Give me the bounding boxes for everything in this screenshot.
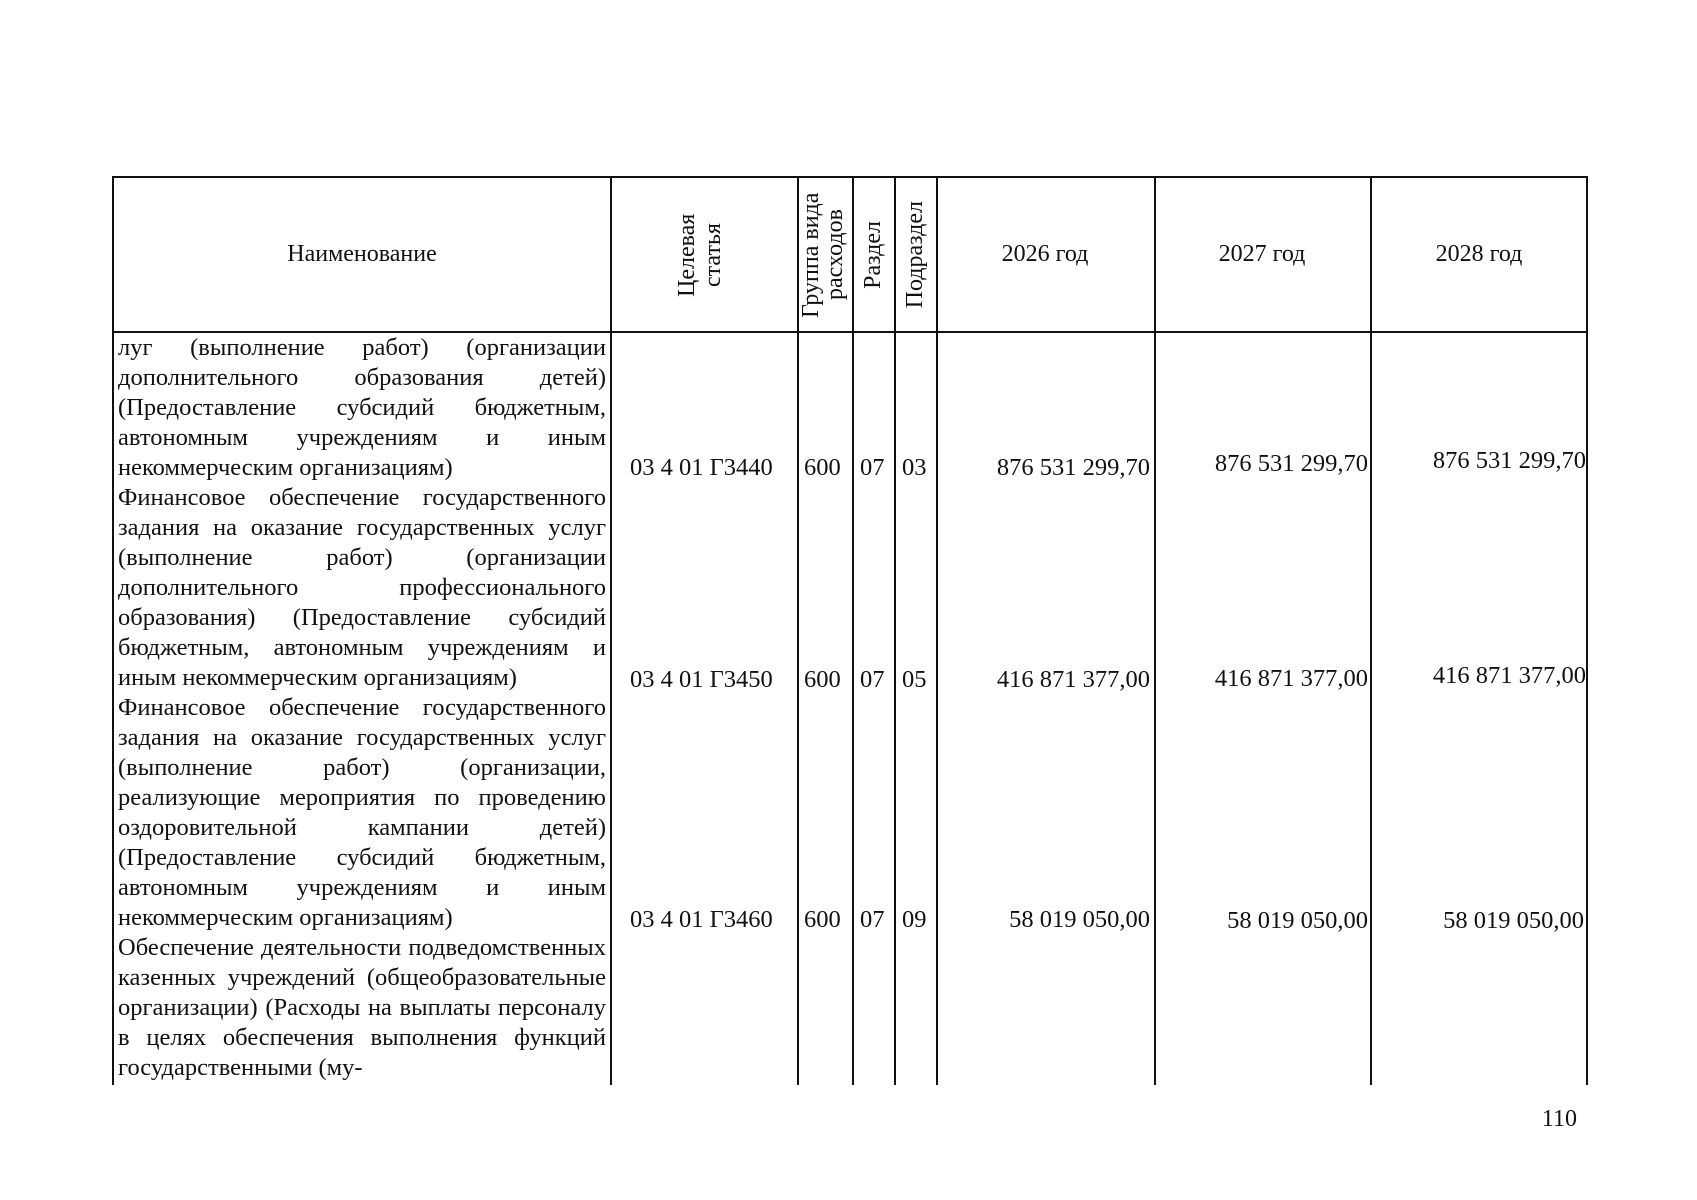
row-value-2028: 876 531 299,70 bbox=[1432, 447, 1586, 474]
row-target-code: 03 4 01 Г3440 bbox=[630, 454, 773, 481]
row-subsection-code: 03 bbox=[902, 454, 927, 481]
row-group-code: 600 bbox=[804, 666, 841, 693]
row-subsection-code: 05 bbox=[902, 666, 927, 693]
header-target-wrap bbox=[610, 178, 797, 331]
row-value-2027: 876 531 299,70 bbox=[1214, 450, 1368, 477]
row-group-code: 600 bbox=[804, 906, 841, 933]
row-description: Финансовое обеспечение государственного задания на оказание государственных услуг (выполнение работ) (организации дополнительного профессионального образования) (Предоставление субсидий бюджетным, автономным учреждениям и иным некоммерческим организациям) bbox=[118, 484, 606, 691]
row-subsection-code: 09 bbox=[902, 906, 927, 933]
row-description: луг (выполнение работ) (организации дополнительного образования детей) (Предоставление субсидий бюджетным, автономным учреждениям и иным некоммерческим организациям) bbox=[118, 334, 606, 481]
header-group-wrap bbox=[797, 178, 852, 331]
row-value-2026: 58 019 050,00 bbox=[1009, 906, 1150, 933]
budget-table bbox=[112, 176, 1588, 1085]
header-subsection-wrap bbox=[894, 178, 936, 331]
header-2028: 2028 год bbox=[1435, 241, 1523, 267]
row-value-2028: 416 871 377,00 bbox=[1432, 662, 1586, 689]
header-group: Группа вида расходов bbox=[797, 191, 848, 318]
row-target-code: 03 4 01 Г3450 bbox=[630, 666, 773, 693]
page-number: 110 bbox=[1541, 1106, 1577, 1132]
header-section-wrap bbox=[852, 178, 894, 331]
row-description: Финансовое обеспечение государственного задания на оказание государственных услуг (выполнение работ) (организации, реализующие мероприятия по проведению оздоровительной кампании детей) (Предоставление субсидий бюджетным, автономным учреждениям и иным некоммерческим организациям) bbox=[118, 694, 606, 931]
header-section: Раздел bbox=[860, 220, 886, 289]
header-subsection: Подраздел bbox=[902, 200, 928, 309]
row-description: Обеспечение деятельности подведомственных казенных учреждений (общеобразовательные организации) (Расходы на выплаты персоналу в целях обеспечения выполнения функций государственными (му- bbox=[118, 934, 606, 1081]
row-target-code: 03 4 01 Г3460 bbox=[630, 906, 773, 933]
header-target: Целевая статья bbox=[673, 212, 726, 297]
row-value-2027: 416 871 377,00 bbox=[1214, 665, 1368, 692]
row-value-2026: 876 531 299,70 bbox=[996, 454, 1150, 481]
row-section-code: 07 bbox=[860, 906, 885, 933]
row-value-2028: 58 019 050,00 bbox=[1443, 907, 1584, 934]
header-2027: 2027 год bbox=[1218, 241, 1306, 267]
row-value-2026: 416 871 377,00 bbox=[996, 666, 1150, 693]
row-section-code: 07 bbox=[860, 454, 885, 481]
row-section-code: 07 bbox=[860, 666, 885, 693]
row-value-2027: 58 019 050,00 bbox=[1227, 907, 1368, 934]
row-group-code: 600 bbox=[804, 454, 841, 481]
header-name: Наименование bbox=[287, 241, 437, 267]
header-2026: 2026 год bbox=[1001, 241, 1089, 267]
